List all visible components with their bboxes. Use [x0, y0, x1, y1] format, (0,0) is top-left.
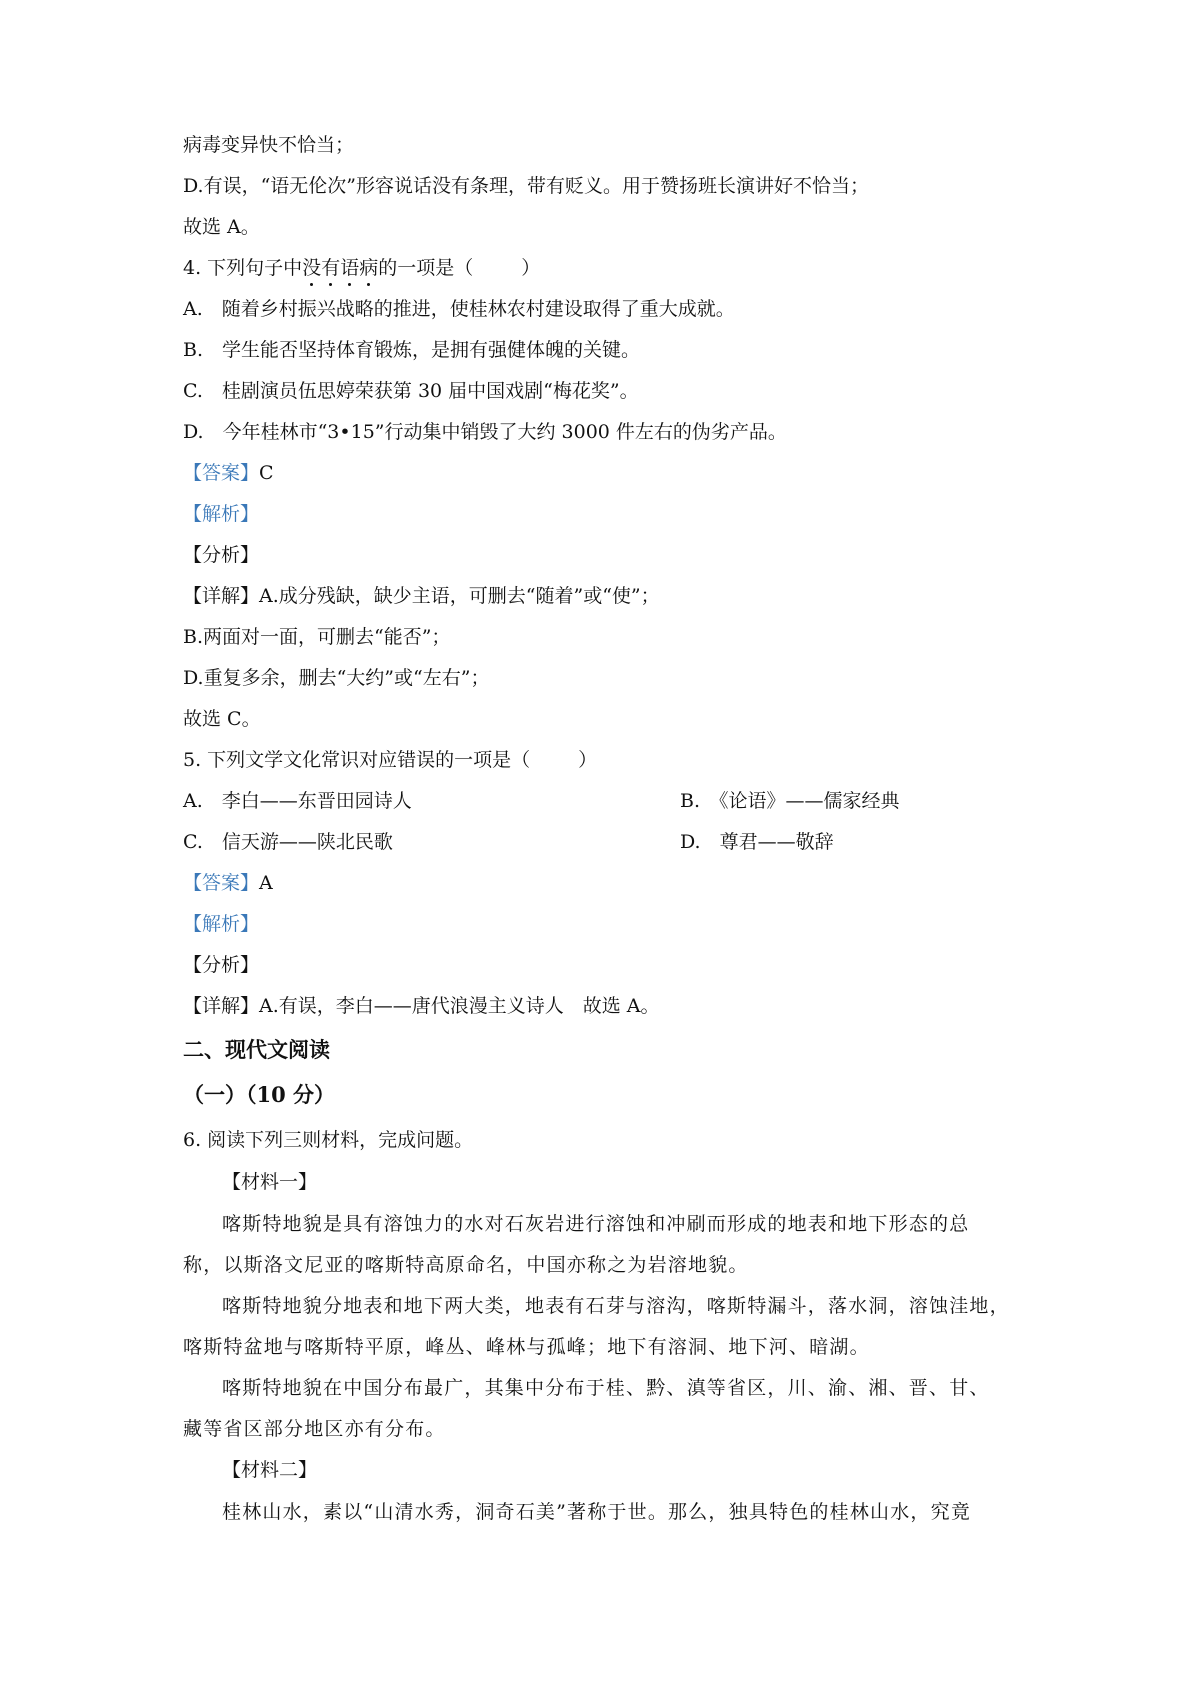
question-6-stem: 6. 阅读下列三则材料，完成问题。	[183, 1129, 474, 1151]
question-4-stem: 4. 下列句子中没有语病的一项是（ ）	[183, 257, 541, 279]
paragraph-line: 喀斯特地貌分地表和地下两大类，地表有石芽与溶沟，喀斯特漏斗，落水洞，溶蚀洼地，	[222, 1295, 1010, 1317]
section-heading: 二、现代文阅读	[183, 1037, 330, 1062]
detail-line: D.重复多余，删去“大约”或“左右”；	[183, 667, 490, 689]
paragraph-line: 喀斯特地貌是具有溶蚀力的水对石灰岩进行溶蚀和冲刷而形成的地表和地下形态的总	[222, 1213, 970, 1235]
text-line: 故选 C。	[183, 708, 261, 730]
analysis-label: 【解析】	[183, 913, 260, 935]
analysis-sub-label: 【分析】	[183, 954, 260, 976]
analysis-sub-label: 【分析】	[183, 544, 260, 566]
text-line: 病毒变异快不恰当；	[183, 134, 355, 156]
option-b: B. 学生能否坚持体育锻炼，是拥有强健体魄的关键。	[183, 339, 641, 361]
paragraph-line: 喀斯特地貌在中国分布最广，其集中分布于桂、黔、滇等省区，川、渝、湘、晋、甘、	[222, 1377, 990, 1399]
material-label: 【材料二】	[222, 1459, 318, 1481]
option-c: C. 信天游——陕北民歌	[183, 831, 393, 853]
detail-line: B.两面对一面，可删去“能否”；	[183, 626, 451, 648]
subsection-heading: （一）（10 分）	[183, 1082, 336, 1107]
paragraph-line: 桂林山水，素以“山清水秀，洞奇石美”著称于世。那么，独具特色的桂林山水，究竟	[222, 1501, 972, 1523]
emphasis-char: 语	[340, 257, 360, 279]
answer-label: 【答案】	[183, 872, 260, 894]
material-label: 【材料一】	[222, 1171, 318, 1193]
option-a: A. 李白——东晋田园诗人	[183, 790, 412, 812]
answer-line	[183, 460, 274, 486]
answer-value: C	[259, 462, 274, 484]
option-a: A. 随着乡村振兴战略的推进，使桂林农村建设取得了重大成就。	[183, 298, 735, 320]
paragraph-line: 称，以斯洛文尼亚的喀斯特高原命名，中国亦称之为岩溶地貌。	[183, 1254, 749, 1276]
answer-line	[183, 870, 273, 896]
paragraph-line: 喀斯特盆地与喀斯特平原，峰丛、峰林与孤峰；地下有溶洞、地下河、暗湖。	[183, 1336, 870, 1358]
emphasis-char: 没	[302, 257, 322, 279]
emphasis-char: 病	[359, 257, 379, 279]
detail-line: 【详解】A.成分残缺，缺少主语，可删去“随着”或“使”；	[183, 585, 660, 607]
text-line: D.有误，“语无伦次”形容说话没有条理，带有贬义。用于赞扬班长演讲好不恰当；	[183, 175, 870, 197]
answer-label: 【答案】	[183, 462, 260, 484]
paragraph-line: 藏等省区部分地区亦有分布。	[183, 1418, 446, 1440]
text-line: 故选 A。	[183, 216, 260, 238]
detail-line: 【详解】A.有误，李白——唐代浪漫主义诗人 故选 A。	[183, 995, 660, 1017]
emphasis-char: 有	[321, 257, 341, 279]
question-5-stem: 5. 下列文学文化常识对应错误的一项是（ ）	[183, 749, 598, 771]
analysis-label: 【解析】	[183, 503, 260, 525]
option-d: D. 今年桂林市“3•15”行动集中销毁了大约 3000 件左右的伪劣产品。	[183, 421, 787, 443]
option-d: D. 尊君——敬辞	[680, 831, 834, 853]
answer-value: A	[259, 872, 273, 894]
option-c: C. 桂剧演员伍思婷荣获第 30 届中国戏剧“梅花奖”。	[183, 380, 639, 402]
option-b: B. 《论语》——儒家经典	[680, 790, 900, 812]
